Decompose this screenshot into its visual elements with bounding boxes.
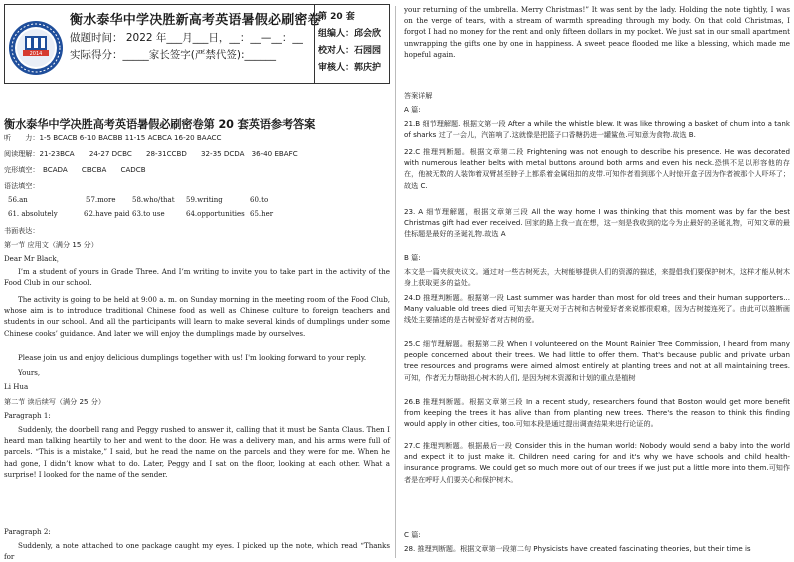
section-a-label: A 篇: xyxy=(404,105,421,114)
grammar-59: 59.writing xyxy=(186,196,223,204)
grammar-57: 57.more xyxy=(86,196,116,204)
school-title: 衡水泰华中学决胜新高考英语暑假必刷密卷 xyxy=(70,13,321,28)
grammar-56: 56.an xyxy=(8,196,28,204)
explanation-label: 答案详解 xyxy=(404,91,433,100)
explanation-23: 23. A 细节理解题，根据文章第三段 All the way home I was thinking that this moment was by far the best Christmas gift had ever received. 回家的路上我一直在想，这一刻是我收到的迄今为止最好的圣诞礼物，可知文章的最佳标题是最好的圣诞礼物.故选 A xyxy=(404,207,790,239)
letter-closing: Yours, xyxy=(18,368,41,377)
school-logo xyxy=(8,20,64,76)
grammar-58: 58.who/that xyxy=(132,196,175,204)
column-divider xyxy=(395,6,396,558)
svg-text:2014: 2014 xyxy=(29,50,43,57)
explanation-24: 24.D 推理判断题。根据第一段 Last summer was harder than most for old trees and their human supporters... Many valuable old trees died 可知去年夏天对于古树和古树爱好者来说都很艰难，因为古树接连死了。由此可以推断画线处主要描述的是古树爱好者对古树的爱。 xyxy=(404,293,790,325)
continuation-ending: your returning of the umbrella. Merry Christmas!” It was sent by the lady. Holding the note tightly, I was on the verge of tears, with a stream of warmth spreading through my body. On that cold Christmas, I forgot I had no money for the rent and only fifteen dollars in my pocket. We just sat in our small apartment unwrapping the gifts one by one in happiness. A sweet peace flooded me like a blessing, which made me hopeful again. xyxy=(404,5,790,59)
grammar-65: 65.her xyxy=(250,210,274,218)
explanation-21: 21.B 细节理解题. 根据文第一段 After a while the whistle blew. It was like throwing a basket of chum into a tank of sharks 过了一会儿，汽笛响了.这就像是把篮子口香糖扔进一罐鲨鱼.可知意为食物.故选 B. xyxy=(404,119,790,140)
grammar-label: 语法填空： xyxy=(4,181,40,190)
explanation-28: 28. 推理判断题。根据文章第一段第二句 Physicists have created fascinating theories, but their time is xyxy=(404,544,751,553)
letter-paragraph-1: I’m a student of yours in Grade Three. And I’m writing to invite you to take part in the activity of the Food Club in our school. xyxy=(4,267,390,288)
grammar-63: 63.to use xyxy=(132,210,165,218)
reviewer: 审核人：郭庆护 xyxy=(318,63,382,73)
grammar-62: 62.have paid xyxy=(84,210,130,218)
grammar-64: 64.opportunities xyxy=(186,210,245,218)
compiler: 组编人：邱会欣 xyxy=(318,29,382,39)
writing-label: 书面表达： xyxy=(4,226,40,235)
section2-heading: 第二节 读后续写（满分 25 分） xyxy=(4,397,105,406)
score-line: 实际得分：_____家长签字(严禁代签):______ xyxy=(70,49,276,61)
continuation-paragraph-1: Suddenly, the doorbell rang and Peggy rushed to answer it, calling that it must be Santa Claus. Then I heard man talking heartily to her and went to the door. He was a delivery man, and his arms were full of parcels. “This is a mistake,” I said, but he read the name on the parcels and they were for me. When he had gone, I didn’t know what to do. Later, Peggy and I sat on the floor, looking at each other. What a surprise! I looked for the name of the sender. xyxy=(4,425,390,479)
proofreader: 校对人：石园园 xyxy=(318,46,382,56)
document-title: 衡水泰华中学决胜高考英语暑假必刷密卷第 20 套英语参考答案 xyxy=(4,118,316,131)
explanation-27: 27.C 推理判断题。根据最后一段 Consider this in the human world: Nobody would send a baby into the world and expect it to just make it. Children need caring for and it's why we have schools and child health-insurance programs. We could get so much more out of our trees if we just put a little more into them.可知作者是在呼吁人们要关心和保护树木。 xyxy=(404,441,790,484)
section-b-label: B 篇: xyxy=(404,253,421,262)
set-label: 第 20 套 xyxy=(318,12,355,22)
paragraph1-label: Paragraph 1: xyxy=(4,411,51,420)
section-c-label: C 篇: xyxy=(404,530,421,539)
letter-signature: Li Hua xyxy=(4,382,29,391)
date-line: 做题时间： 2022 年___月___日，__：__—__：__ xyxy=(70,32,303,44)
grammar-61: 61. absolutely xyxy=(8,210,58,218)
grammar-60: 60.to xyxy=(250,196,269,204)
listening-answers: 听 力：1-5 BCACB 6-10 BACBB 11-15 ACBCA 16-20 BAACC xyxy=(4,133,222,142)
paragraph2-label: Paragraph 2: xyxy=(4,527,51,536)
cloze-answers: 完形填空： BCADA CBCBA CADCB xyxy=(4,165,146,174)
letter-paragraph-2: The activity is going to be held at 9:00 a. m. on Sunday morning in the meeting room of the Food Club, whose aim is to introduce traditional Chinese food as well as Chinese culture to foreign teachers and students in our school. And all the participants will learn to make several kinds of dumplings under some Chinese cooks’ guidance. And later we will enjoy the dumplings made by ourselves. xyxy=(4,295,390,338)
letter-greeting: Dear Mr Black， xyxy=(4,254,64,263)
continuation-paragraph-2: Suddenly, a note attached to one package caught my eyes. I picked up the note, which read “Thanks for xyxy=(4,541,390,562)
section-b-intro: 本文是一篇夹叙夹议文。通过对一些古树死去，大树能够提供人们的资源的描述，来提倡我们要保护树木，这样才能从树木身上获取更多的益处。 xyxy=(404,267,790,288)
reading-answers: 阅读理解：21-23BCA 24-27 DCBC 28-31CCBD 32-35 DCDA 36-40 EBAFC xyxy=(4,149,298,158)
section1-heading: 第一节 应用文（满分 15 分） xyxy=(4,240,98,249)
explanation-26: 26.B 推理判断题。根据文章第三段 In a recent study, researchers found that Boston would get more benefit from keeping the trees it has alive than from planting new trees. There's the reason to think this finding would apply in other cities, too.可知本段是通过提出调查结果来进行论证的。 xyxy=(404,397,790,429)
explanation-25: 25.C 细节理解题。根据第二段 When I volunteered on the Mount Rainier Tree Commission, I heard from many people concerned about their trees. We had little to offer them. That's because public and private urban tree resources and programs were aimed almost entirely at planting trees and not at all maintaining trees.可知，作者无力帮助担心树木的人们, 是因为树木资源和计划的重点是植树 xyxy=(404,339,790,382)
explanation-22: 22.C 推理判断题。根据文章第二段 Frightening was not enough to describe his presence. He was decorated with numerous leather belts with metal buttons around both arms and even his neck.恐惧不足以形容他的存在，他被无数的人装饰着双臂甚至脖子上都系着金属纽扣的皮带.可知作者看到那个人时惊开盒子因为作者被那个人吓坏了；故选 C. xyxy=(404,147,790,190)
letter-paragraph-3: Please join us and enjoy delicious dumplings together with us! I'm looking forward to your reply. xyxy=(18,353,367,362)
